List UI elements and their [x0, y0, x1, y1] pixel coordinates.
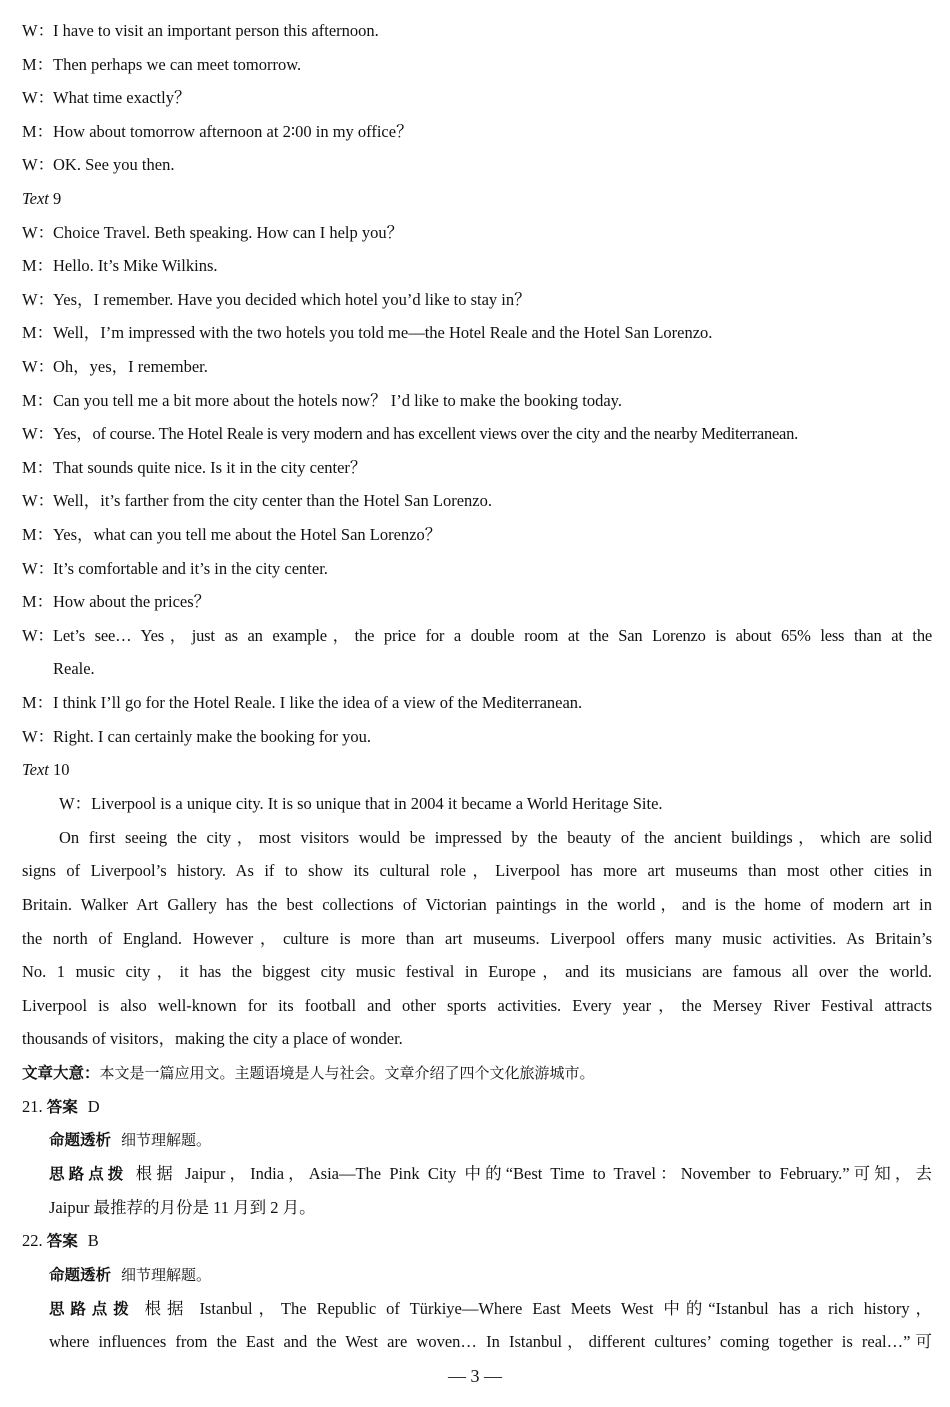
dialogue-text: Reale. [53, 659, 95, 678]
hint-label: 思路点拨 [49, 1165, 128, 1183]
dialogue-line [22, 20, 932, 42]
dialogue-line-continuation [53, 658, 932, 680]
answer-label: 答案 [46, 1232, 78, 1250]
dialogue-text: How about tomorrow afternoon at 2∶00 in my office？ [53, 122, 413, 141]
dialogue-line [22, 558, 932, 580]
heading-label: Text [22, 760, 49, 779]
analysis-label: 命题透析 [49, 1131, 112, 1149]
answer-value: D [87, 1097, 100, 1116]
speaker-label: W： [22, 727, 55, 746]
dialogue-text: Well，it’s farther from the city center than the Hotel San Lorenzo. [53, 491, 492, 510]
article-summary [22, 1062, 932, 1084]
section-heading-text10 [22, 759, 932, 781]
speaker-label: M： [22, 256, 54, 275]
speaker-label: M： [22, 122, 54, 141]
speaker-label: W： [22, 290, 55, 309]
passage-line: signs of Liverpool’s history. As if to show its cultural role，Liverpool has more art museums than most other cities in [22, 861, 932, 880]
answer-label: 答案 [46, 1098, 78, 1116]
question-number: 22. [22, 1231, 47, 1250]
dialogue-line [22, 121, 932, 143]
dialogue-text: Yes，what can you tell me about the Hotel San Lorenzo？ [53, 525, 442, 544]
hint-label: 思路点拨 [49, 1300, 135, 1318]
passage-line: On first seeing the city，most visitors would be impressed by the beauty of the ancient buildings，which are solid [59, 828, 932, 847]
dialogue-line [22, 289, 932, 311]
dialogue-line [22, 524, 932, 546]
dialogue-line [22, 457, 932, 479]
hint-text: 根据 Istanbul，The Republic of Türkiye—Where East Meets West 中的“Istanbul has a rich history， [144, 1299, 932, 1318]
question-21-hint-continuation: Jaipur 最推荐的月份是 11 月到 2 月。 [49, 1198, 316, 1217]
speaker-label: M： [22, 323, 54, 342]
speaker-label: W： [22, 626, 54, 645]
question-22-hint-continuation: where influences from the East and the West are woven… In Istanbul，different cultures’ coming together is real…”可 [49, 1332, 932, 1351]
dialogue-text: Choice Travel. Beth speaking. How can I help you？ [53, 223, 404, 242]
passage-line: the north of England. However，culture is more than art museums. Liverpool offers many music activities. As Britain’s [22, 929, 932, 948]
section-heading-text9 [22, 188, 932, 210]
speaker-label: W： [22, 223, 55, 242]
analysis-text: 细节理解题。 [121, 1131, 212, 1149]
dialogue-text: Yes，I remember. Have you decided which hotel you’d like to stay in？ [53, 290, 531, 309]
dialogue-text: I have to visit an important person this afternoon. [53, 21, 379, 40]
question-22-analysis [49, 1264, 932, 1286]
passage-line: Britain. Walker Art Gallery has the best collections of Victorian paintings in the world，and is the home of modern art in [22, 895, 932, 914]
analysis-label: 命题透析 [49, 1266, 112, 1284]
dialogue-line [22, 490, 932, 512]
speaker-label: M： [22, 525, 54, 544]
passage-line: thousands of visitors，making the city a place of wonder. [22, 1029, 403, 1048]
dialogue-text: OK. See you then. [53, 155, 175, 174]
speaker-label: M： [22, 458, 54, 477]
dialogue-text: How about the prices？ [53, 592, 211, 611]
dialogue-line [22, 154, 932, 176]
question-22-answer [22, 1230, 932, 1252]
dialogue-line [22, 423, 932, 445]
summary-label: 文章大意： [22, 1064, 100, 1082]
dialogue-text: Oh，yes，I remember. [53, 357, 208, 376]
dialogue-text: I think I’ll go for the Hotel Reale. I like the idea of a view of the Mediterranean. [53, 693, 583, 712]
dialogue-text: Yes，of course. The Hotel Reale is very modern and has excellent views over the city and the nearby Mediterranean. [53, 424, 799, 443]
dialogue-line [22, 390, 932, 412]
dialogue-text: Then perhaps we can meet tomorrow. [53, 55, 302, 74]
dialogue-text: Can you tell me a bit more about the hotels now？ I’d like to make the booking today. [53, 391, 622, 410]
dialogue-line [22, 54, 932, 76]
dialogue-line [22, 255, 932, 277]
dialogue-line [22, 87, 932, 109]
heading-label: Text [22, 189, 49, 208]
question-21-answer [22, 1096, 932, 1118]
dialogue-text: Let’s see… Yes，just as an example，the price for a double room at the San Lorenzo is about 65% less than at the [53, 626, 932, 645]
speaker-label: M： [22, 391, 54, 410]
speaker-label: W： [22, 88, 55, 107]
page-number: — 3 — [448, 1366, 502, 1386]
dialogue-line [22, 222, 932, 244]
speaker-label: M： [22, 592, 54, 611]
answer-value: B [87, 1231, 99, 1250]
dialogue-line [22, 591, 932, 613]
dialogue-line [22, 692, 932, 714]
heading-number: 9 [48, 189, 62, 208]
question-21-analysis [49, 1129, 932, 1151]
speaker-label: W： [22, 155, 55, 174]
dialogue-text: It’s comfortable and it’s in the city center. [53, 559, 328, 578]
summary-text: 本文是一篇应用文。主题语境是人与社会。文章介绍了四个文化旅游城市。 [99, 1064, 595, 1082]
dialogue-text: Well，I’m impressed with the two hotels you told me—the Hotel Reale and the Hotel San Lorenzo. [53, 323, 713, 342]
question-21-hint [49, 1163, 932, 1185]
speaker-label: M： [22, 693, 54, 712]
passage-line: W：Liverpool is a unique city. It is so unique that in 2004 it became a World Heritage Site. [59, 794, 663, 813]
dialogue-text: That sounds quite nice. Is it in the city center？ [53, 458, 367, 477]
dialogue-line [22, 625, 932, 647]
heading-number: 10 [48, 760, 70, 779]
speaker-label: M： [22, 55, 54, 74]
passage-line: Liverpool is also well-known for its football and other sports activities. Every year，the Mersey River Festival attracts [22, 996, 932, 1015]
question-number: 21. [22, 1097, 47, 1116]
dialogue-line [22, 356, 932, 378]
speaker-label: W： [22, 491, 55, 510]
dialogue-text: Right. I can certainly make the booking for you. [53, 727, 371, 746]
question-22-hint [49, 1298, 932, 1320]
dialogue-line [22, 726, 932, 748]
speaker-label: W： [22, 424, 54, 443]
dialogue-text: What time exactly？ [53, 88, 191, 107]
speaker-label: W： [22, 21, 55, 40]
passage-line: No. 1 music city，it has the biggest city music festival in Europe，and its musicians are famous all over the world. [22, 962, 932, 981]
dialogue-text: Hello. It’s Mike Wilkins. [53, 256, 218, 275]
dialogue-line [22, 322, 932, 344]
hint-text: 根据 Jaipur，India，Asia—The Pink City 中的“Best Time to Travel：November to February.”可知，去 [135, 1164, 932, 1183]
speaker-label: W： [22, 357, 55, 376]
analysis-text: 细节理解题。 [121, 1266, 212, 1284]
speaker-label: W： [22, 559, 55, 578]
